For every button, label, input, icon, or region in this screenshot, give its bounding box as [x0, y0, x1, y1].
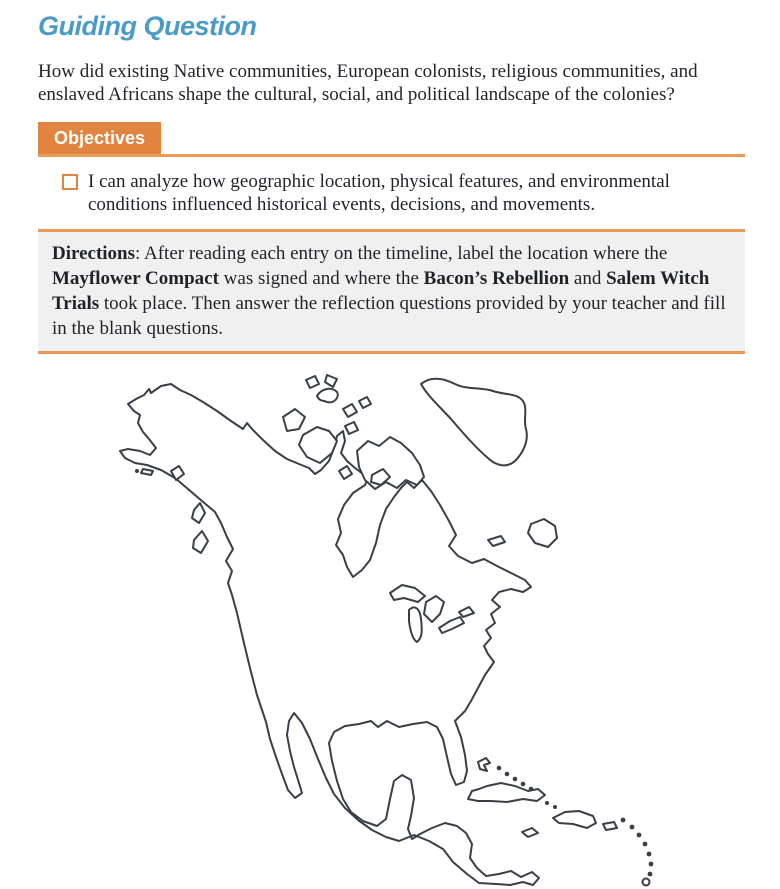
newfoundland-island: [528, 519, 557, 547]
page-title: Guiding Question: [38, 11, 257, 41]
haida-gwaii-island: [192, 503, 205, 523]
arctic-islet-5: [359, 397, 371, 408]
puerto-rico-outline: [603, 822, 617, 830]
arctic-islet-1: [306, 376, 319, 388]
guiding-question-text: How did existing Native communities, European colonists, religious communities, and enslaved Africans shape the cultural, social, and political landscape of the colonies?: [38, 60, 698, 105]
jamaica-outline: [522, 828, 538, 837]
aleutian-dot: [135, 469, 139, 473]
hispaniola-outline: [553, 811, 596, 828]
objectives-tab: Objectives: [38, 122, 161, 154]
directions-text: Directions: After reading each entry on the timeline, label the location where the Mayflower Compact was signed and where the Bacon’s Rebellion and Salem Witch Trials took place. Then answer the reflection questions provided by your teacher and fill in the blank questions.: [52, 242, 726, 339]
anticosti-island: [488, 536, 505, 546]
lesser-antilles-dots: [620, 817, 653, 876]
banks-island: [283, 409, 305, 431]
north-america-outline-map: [87, 371, 697, 889]
trinidad-ring: [642, 878, 649, 885]
vancouver-island: [193, 531, 208, 553]
arctic-islet-2: [325, 375, 337, 387]
mainland-outline: [120, 384, 539, 885]
directions-label: Directions: [52, 242, 136, 264]
objectives-header: [38, 122, 745, 157]
bahamas-island: [478, 758, 490, 771]
arctic-islet-4: [345, 422, 358, 434]
objective-checkbox[interactable]: [62, 174, 78, 190]
arctic-islet-3: [343, 404, 357, 417]
greenland-outline: [421, 378, 527, 465]
parry-islands: [317, 388, 338, 402]
aleutian-islet: [141, 469, 153, 475]
objective-text: I can analyze how geographic location, physical features, and environmental conditions influenced historical events, decisions, and movements.: [88, 170, 670, 215]
objective-item: [62, 170, 745, 216]
directions-box: [38, 229, 745, 354]
baffin-island: [357, 437, 424, 489]
cuba-outline: [468, 783, 545, 802]
